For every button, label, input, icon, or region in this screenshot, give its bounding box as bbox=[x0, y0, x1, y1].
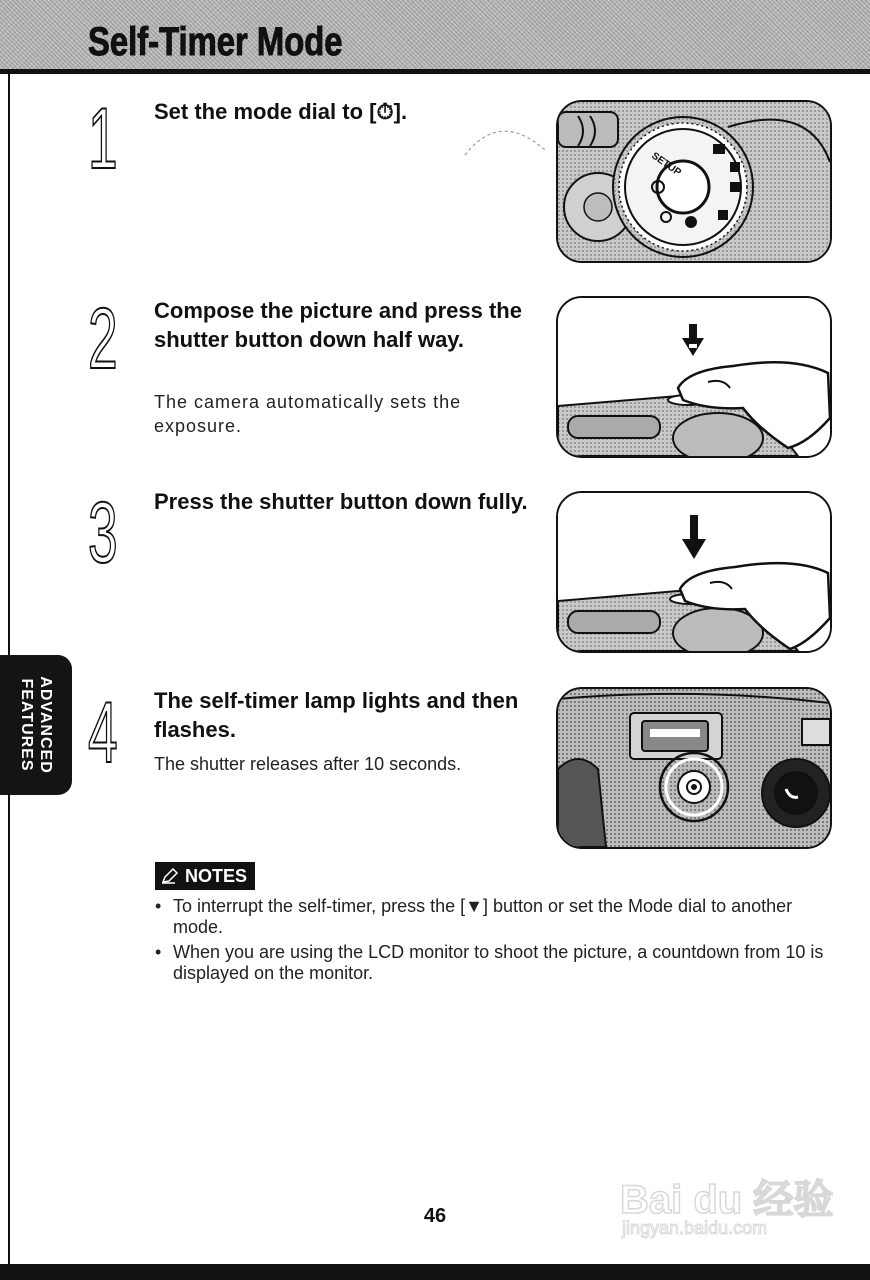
step-1-title: Set the mode dial to [⏱]. bbox=[154, 99, 408, 124]
side-tab-label bbox=[17, 676, 55, 773]
step-2-number: 2 bbox=[88, 291, 118, 387]
step-4-body: The shutter releases after 10 seconds. bbox=[154, 754, 462, 774]
watermark-url-text: jingyan.baidu.com bbox=[622, 1218, 768, 1238]
bottom-edge-rule bbox=[0, 1264, 870, 1280]
step-3-number: 3 bbox=[88, 485, 118, 581]
svg-text:SETUP: SETUP bbox=[649, 150, 683, 179]
notes-badge bbox=[155, 862, 255, 890]
note-item-2: • When you are using the LCD monitor to shoot the picture, a countdown from 10 is displayed on the monitor. bbox=[155, 942, 830, 984]
step-2-body: The camera automatically sets the exposure. bbox=[154, 392, 462, 436]
step-4-number: 4 bbox=[88, 685, 118, 781]
page-number: 46 bbox=[423, 1205, 447, 1227]
pencil-note-icon bbox=[161, 868, 179, 884]
side-tab-line-2: FEATURES bbox=[18, 678, 35, 772]
note-item-1: • To interrupt the self-timer, press the [▼] button or set the Mode dial to another mode. bbox=[155, 896, 830, 938]
step-3-title: Press the shutter button down fully. bbox=[154, 489, 528, 514]
notes-label: NOTES bbox=[185, 866, 248, 886]
self-timer-lamp-illustration bbox=[556, 687, 832, 849]
dashed-arc-decoration bbox=[460, 115, 550, 160]
watermark-main-text: Bai du 经验 bbox=[620, 1178, 834, 1222]
page-header bbox=[0, 0, 870, 74]
step-4-title: The self-timer lamp lights and then flashes. bbox=[154, 688, 519, 742]
baidu-watermark bbox=[620, 1160, 834, 1250]
shutter-half-press-illustration bbox=[556, 296, 832, 458]
side-tab-line-1: ADVANCED bbox=[37, 676, 54, 774]
notes-list bbox=[155, 896, 830, 988]
shutter-full-press-illustration bbox=[556, 491, 832, 653]
step-2-title: Compose the picture and press the shutter button down half way. bbox=[154, 298, 522, 352]
mode-dial-illustration bbox=[556, 100, 832, 263]
step-1-number: 1 bbox=[88, 91, 118, 187]
section-side-tab bbox=[0, 655, 72, 795]
page-title: Self-Timer Mode bbox=[88, 20, 343, 64]
